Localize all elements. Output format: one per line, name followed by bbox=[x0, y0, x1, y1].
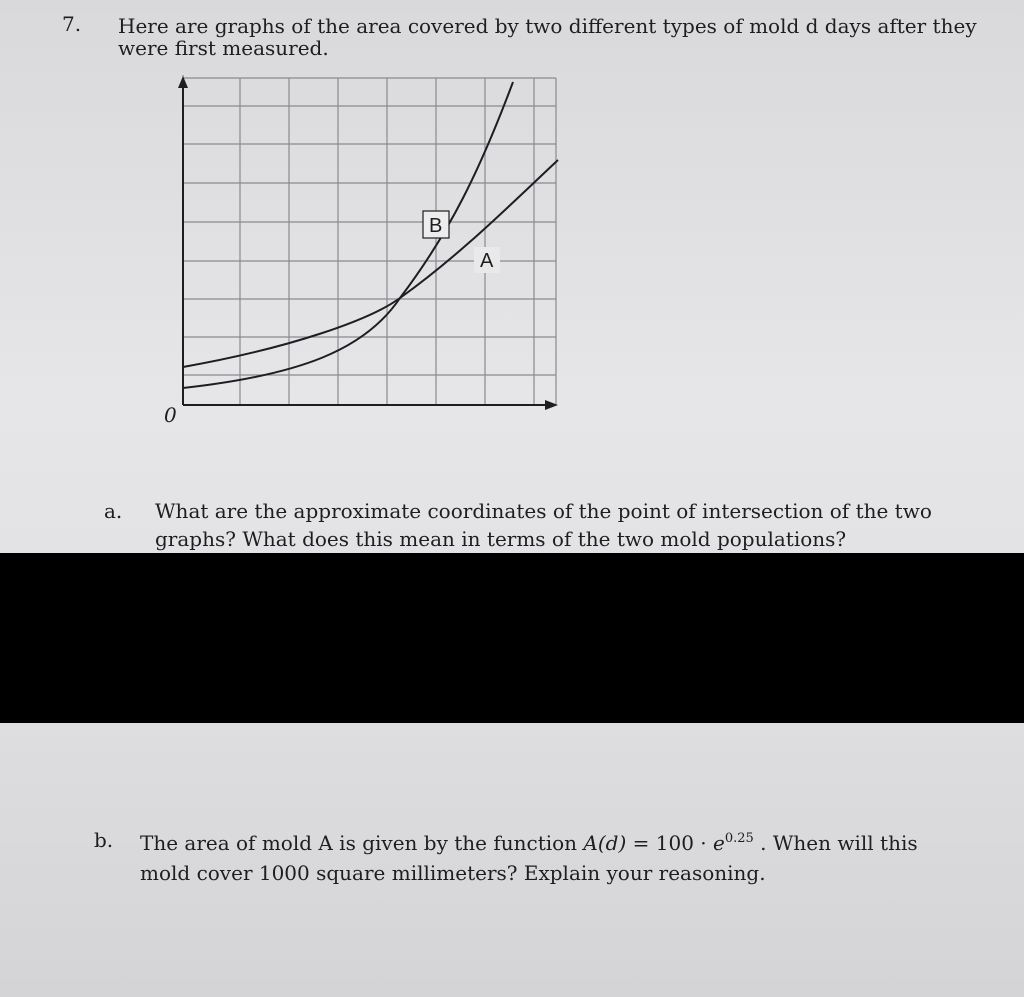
function-exponent: 0.25 bbox=[724, 831, 754, 846]
redaction-bar bbox=[0, 553, 1024, 723]
question-text-line-2: were first measured. bbox=[118, 36, 329, 60]
part-b-label: b. bbox=[94, 828, 114, 852]
mold-area-graph bbox=[160, 70, 580, 440]
part-a-text-line-1: What are the approximate coordinates of the point of intersection of the two bbox=[155, 499, 932, 523]
function-mid: = 100 · bbox=[626, 831, 713, 855]
function-base: e bbox=[713, 831, 725, 855]
origin-label: 0 bbox=[164, 403, 177, 427]
curve-label-b: B bbox=[429, 215, 443, 237]
part-a-label: a. bbox=[104, 499, 123, 523]
part-b-intro: The area of mold A is given by the function bbox=[140, 831, 584, 855]
function-lhs: A(d) bbox=[583, 831, 627, 855]
question-number: 7. bbox=[62, 12, 82, 36]
curve-label-a: A bbox=[480, 250, 494, 272]
curve-b bbox=[183, 82, 513, 388]
part-b-line-1-end: . When will this bbox=[753, 831, 918, 855]
part-b-text-line-2: mold cover 1000 square millimeters? Explain your reasoning. bbox=[140, 861, 766, 885]
part-a-text-line-2: graphs? What does this mean in terms of the two mold populations? bbox=[155, 527, 847, 551]
question-text-line-1: Here are graphs of the area covered by two different types of mold d days after they bbox=[118, 14, 977, 38]
part-b-text-line-1 bbox=[140, 829, 918, 857]
curve-a bbox=[183, 160, 558, 367]
